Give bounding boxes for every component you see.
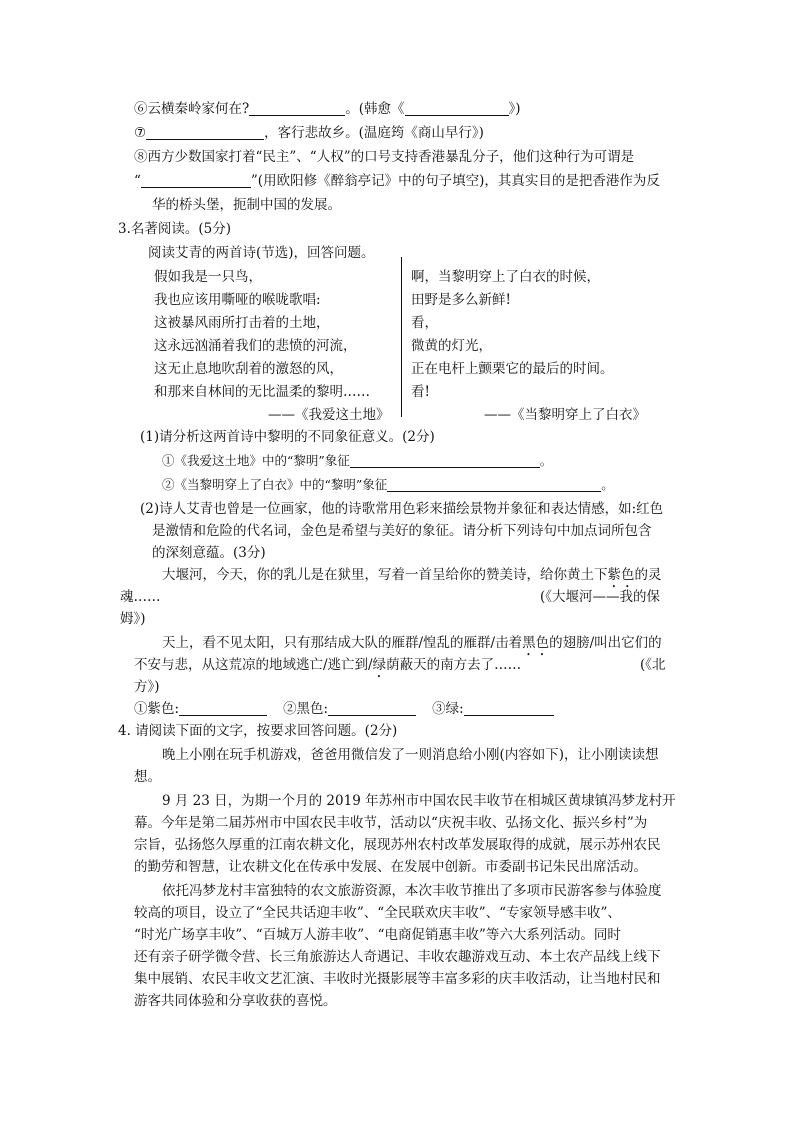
para2-line: 集中展销、农民丰收文艺汇演、丰收时光摄影展等丰富多彩的庆丰收活动，让当地村民和 <box>134 971 661 987</box>
poem-left-line: 这无止息地吹刮着的激怒的风， <box>154 361 343 377</box>
quote1-source-b: 姆》) <box>120 611 146 627</box>
quote2-source-a: (《北 <box>640 657 666 673</box>
q8-answer-blank[interactable] <box>141 173 251 188</box>
poem-right-line: 啊，当黎明穿上了白衣的时候， <box>411 269 600 285</box>
q3-1-item1: ①《我爱这土地》中的“黎明”象征 。 <box>162 453 553 468</box>
poem-right-line: 田野是多么新鲜! <box>411 292 511 308</box>
q3-2-line2: 是激情和危险的代名词，金色是希望与美好的象征。请分析下列诗句中加点词所包含 <box>152 523 652 539</box>
q3-1-answer1-blank[interactable] <box>350 453 540 468</box>
poem-divider <box>401 257 402 417</box>
q8-line1: ⑧西方少数国家打着“民主”、“人权”的口号支持香港暴乱分子，他们这种行为可谓是 <box>134 149 635 165</box>
section4-intro-line1: 晚上小刚在玩手机游戏，爸爸用微信发了一则消息给小刚(内容如下)，让小刚读读想 <box>162 747 659 763</box>
poem-left-line: 我也应该用嘶哑的喉咙歌唱: <box>154 292 321 308</box>
answer-purple-blank[interactable] <box>179 701 267 716</box>
quote1-source-a: (《大堰河——我的保 <box>540 589 661 605</box>
section3-intro: 阅读艾青的两首诗(节选)，回答问题。 <box>148 245 375 261</box>
quote2-source-b: 方》) <box>134 679 160 695</box>
q3-2-line1: (2)诗人艾青也曾是一位画家，他的诗歌常用色彩来描绘景物并象征和表达情感，如:红色 <box>140 501 664 517</box>
section4-intro-line2: 想。 <box>134 769 161 785</box>
dotted-word-black: 黑色 <box>522 635 550 651</box>
poem-left-line: 假如我是一只鸟， <box>154 269 262 285</box>
section3-heading: 3.名著阅读。(5分) <box>118 221 232 237</box>
poem-left-line: 和那来自林间的无比温柔的黎明…… <box>154 384 370 400</box>
q7-line: ⑦ ，客行悲故乡。(温庭筠《商山早行》) <box>134 125 484 141</box>
q6-line: ⑥云横秦岭家何在? 。(韩愈《 》) <box>134 101 521 117</box>
q8-line3: 华的桥头堡，扼制中国的发展。 <box>152 197 341 213</box>
para2-line: “时光广场享丰收”、“百城万人游丰收”、“电商促销惠丰收”等六大系列活动。同时 <box>134 927 621 943</box>
q6-answer-blank[interactable] <box>249 101 345 116</box>
section4-heading: 4. 请阅读下面的文字，按要求回答问题。(2分) <box>118 723 398 739</box>
para2-line: 较高的项目，设立了“全民共话迎丰收”、“全民联欢庆丰收”、“专家领导感丰收”、 <box>134 905 621 921</box>
para2-line: 还有亲子研学微令营、长三角旅游达人奇遇记、丰收农趣游戏互动、本土农产品线上线下 <box>134 949 661 965</box>
poem-right-line: 微黄的灯光， <box>411 338 492 354</box>
q7-answer-blank[interactable] <box>146 125 264 140</box>
poem-right-line: 看! <box>411 384 430 400</box>
q3-2-answers: ①紫色: ②黑色: ③绿: <box>134 700 554 718</box>
q3-2-line3: 的深刻意蕴。(3分) <box>152 545 266 561</box>
q3-1-prompt: (1)请分析这两首诗中黎明的不同象征意义。(2分) <box>140 429 435 445</box>
q8-line2: “ ”(用欧阳修《醉翁亭记》中的句子填空)，其真实目的是把香港作为反 <box>134 173 660 189</box>
dotted-word-green: 绿 <box>372 657 387 673</box>
poem-left-line: 这被暴风雨所打击着的土地， <box>154 315 330 331</box>
quote2-line1: 天上，看不见太阳，只有那结成大队的雁群/惶乱的雁群/击着黑色的翅膀/叫出它们的 <box>162 635 662 651</box>
answer-green-blank[interactable] <box>464 701 554 716</box>
quote2-line2: 不安与悲，从这荒凉的地域逃亡/逃亡到/绿荫蔽天的南方去了…… <box>134 657 522 673</box>
poem-left-line: 这永远汹涌着我们的悲愤的河流， <box>154 338 357 354</box>
para1-line: 9 月 23 日，为期一个月的 2019 年苏州市中国农民丰收节在相城区黄埭镇冯梦龙村开 <box>162 793 676 809</box>
poem-right-source: ——《当黎明穿上了白衣》 <box>484 407 646 423</box>
dotted-word-purple: 紫色 <box>607 567 635 583</box>
para2-line: 依托冯梦龙村丰富独特的农文旅游资源，本次丰收节推出了多项市民游客参与体验度 <box>162 883 662 899</box>
q6-source-blank[interactable] <box>405 101 509 116</box>
poem-left-source: ——《我爱这土地》 <box>268 407 390 423</box>
q3-1-answer2-blank[interactable] <box>387 477 601 492</box>
para1-line: 幕。今年是第二届苏州市中国农民丰收节，活动以“庆祝丰收、弘扬文化、振兴乡村”为 <box>134 815 648 831</box>
quote1-line1: 大堰河，今天，你的乳儿是在狱里，写着一首呈给你的赞美诗，给你黄土下紫色的灵 <box>162 567 662 583</box>
para1-line: 宗旨，弘扬悠久厚重的江南农耕文化，展现苏州农村改革发展取得的成就，展示苏州农民 <box>134 837 661 853</box>
poem-right-line: 正在电杆上颤栗它的最后的时间。 <box>411 361 614 377</box>
quote1-line2: 魂…… <box>120 589 161 605</box>
para1-line: 的勤劳和智慧，让农耕文化在传承中发展、在发展中创新。市委副书记朱民出席活动。 <box>134 859 647 875</box>
q3-1-item2: ②《当黎明穿上了白衣》中的“黎明”象征 。 <box>162 477 614 492</box>
poem-right-line: 看， <box>411 315 438 331</box>
para2-line: 游客共同体验和分享收获的喜悦。 <box>134 993 337 1009</box>
answer-black-blank[interactable] <box>328 701 416 716</box>
